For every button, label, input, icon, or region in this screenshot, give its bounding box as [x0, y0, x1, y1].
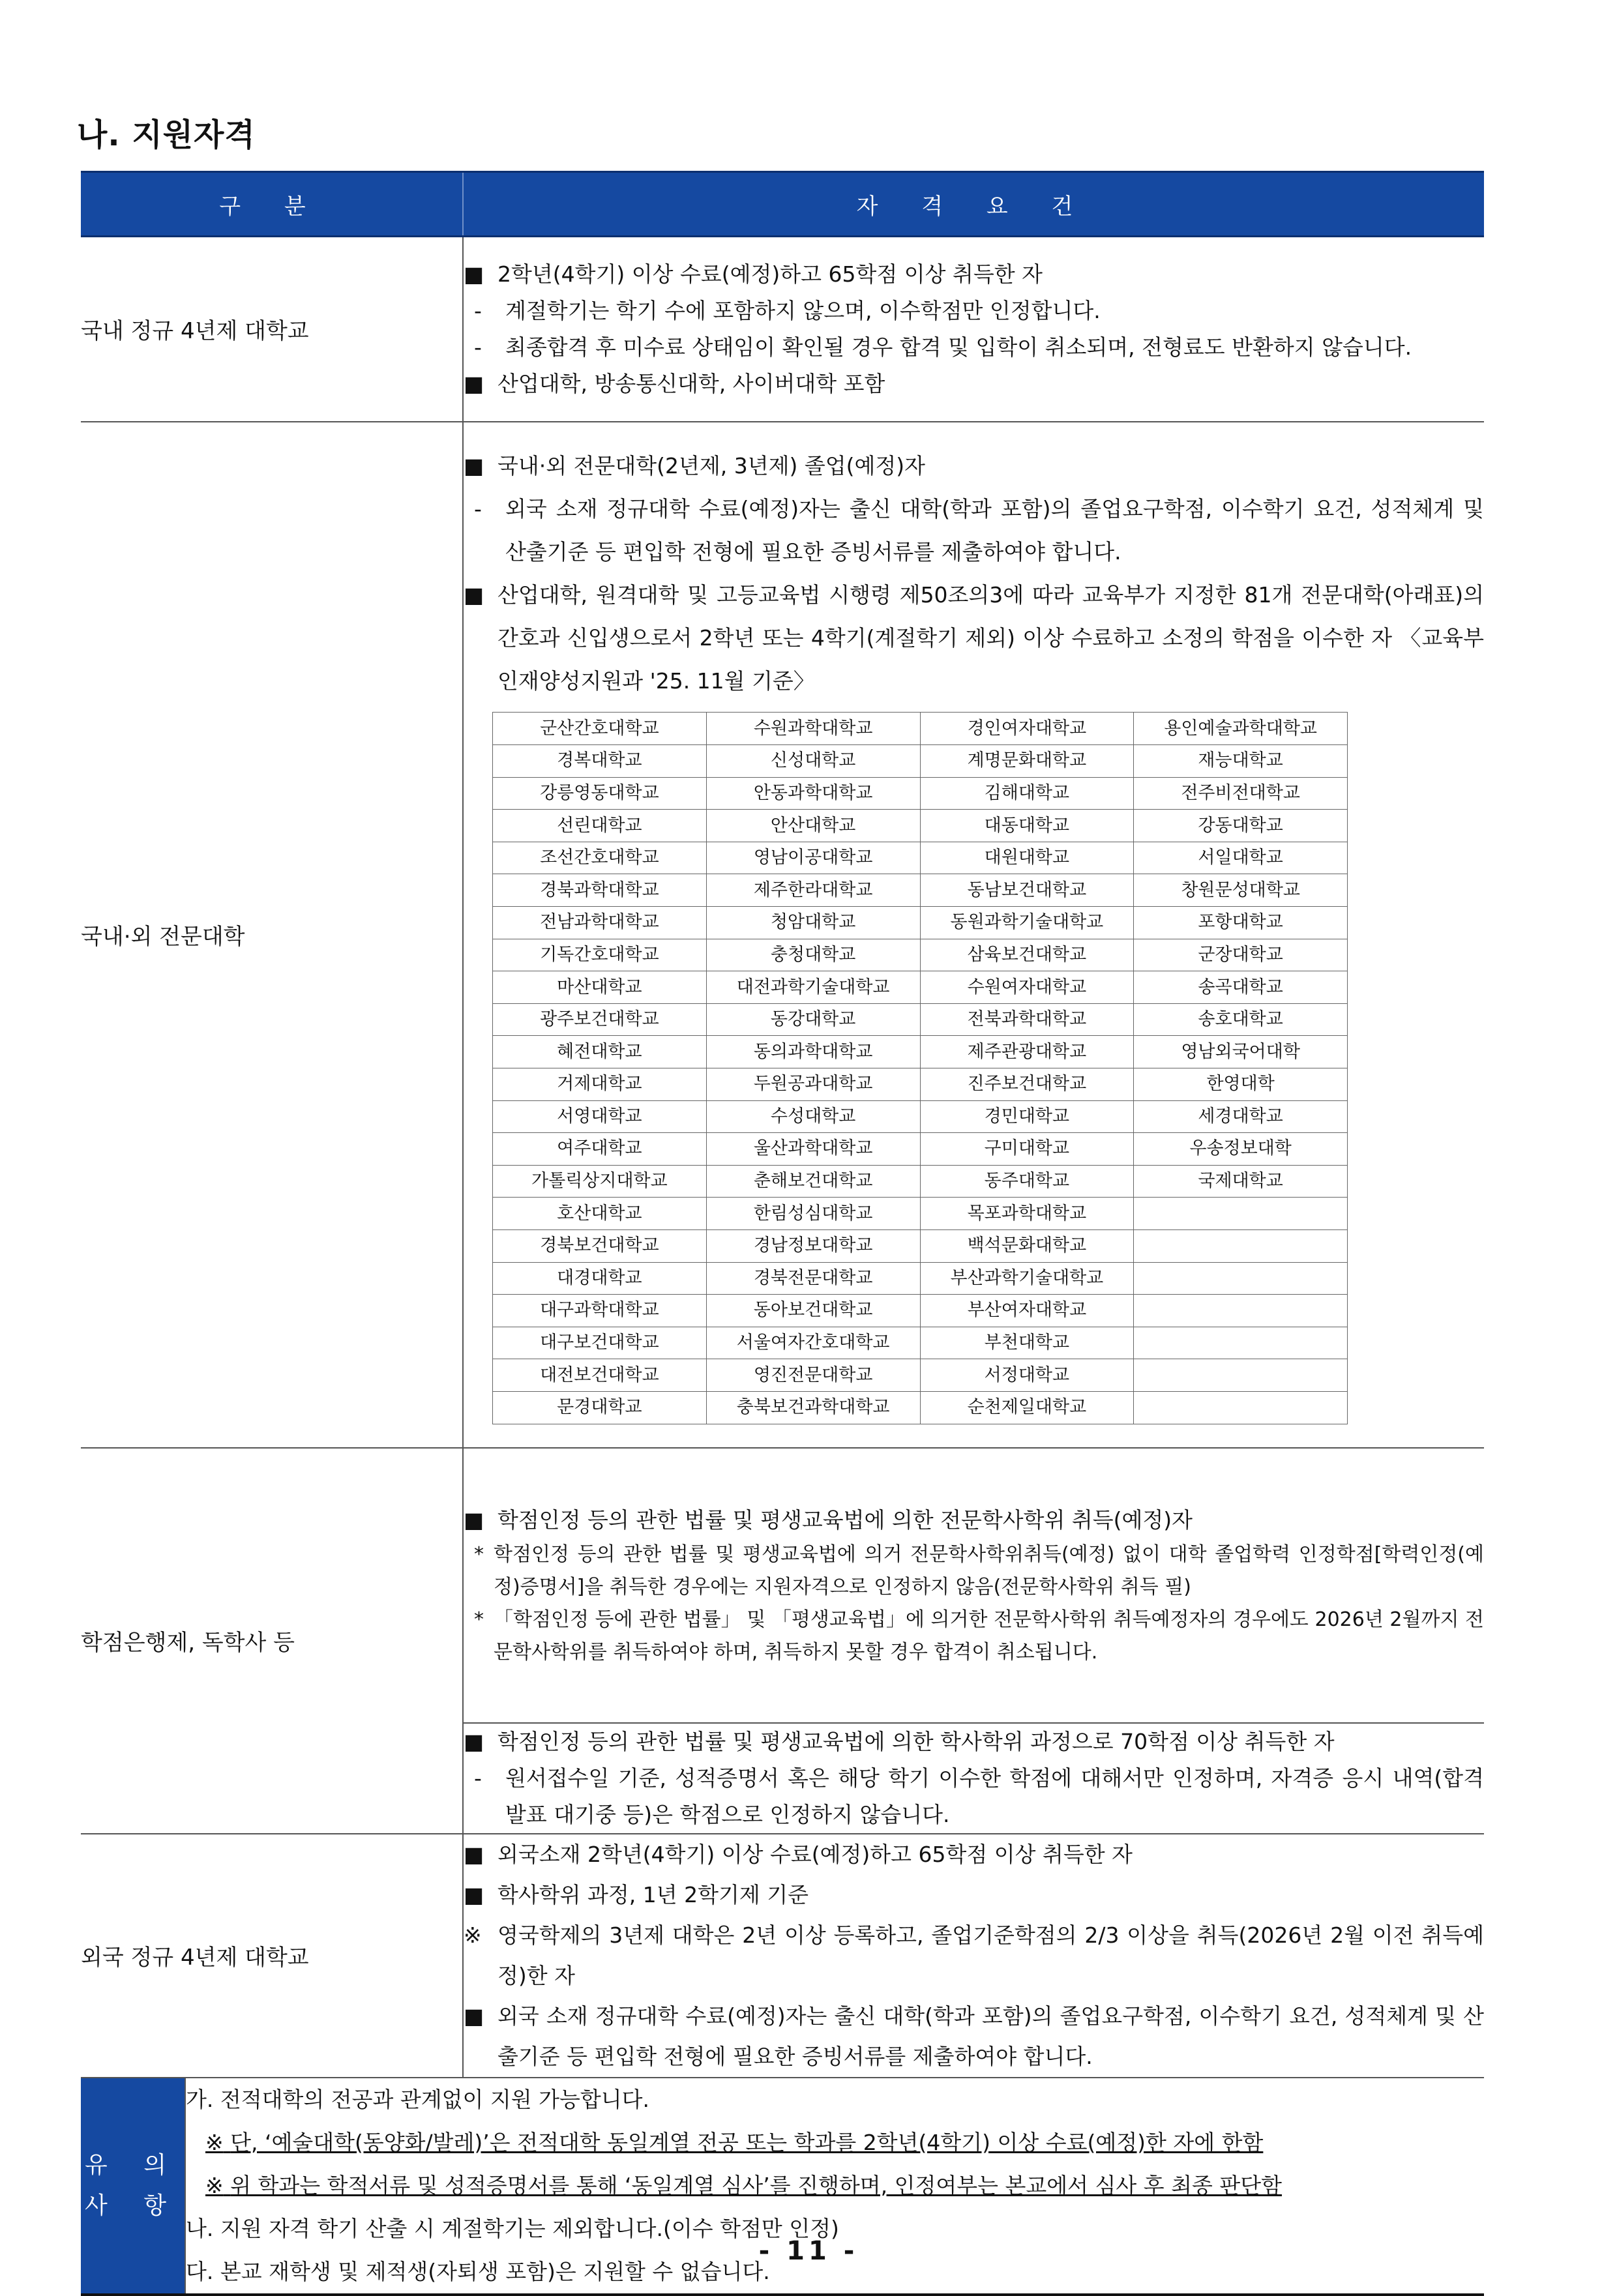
school-cell: 한영대학	[1134, 1068, 1348, 1101]
school-cell: 전북과학대학교	[920, 1003, 1134, 1036]
school-cell: 광주보건대학교	[493, 1003, 707, 1036]
school-row	[493, 1262, 1348, 1295]
table-row	[81, 1834, 1484, 2078]
sub-item: - 계절학기는 학기 수에 포함하지 않으며, 이수학점만 인정합니다.	[474, 297, 1101, 323]
school-row	[493, 842, 1348, 874]
table-row	[81, 422, 1484, 1448]
school-row	[493, 777, 1348, 810]
bullet-item: ■ 산업대학, 원격대학 및 고등교육법 시행령 제50조의3에 따라 교육부가 지정한 81개 전문대학(아래표)의 간호과 신입생으로서 2학년 또는 4학기(계절학기 제외) 이상 수료하고 소정의 학점을 이수한 자 〈교육부 인재양성지원과 '25. 11월 기준〉	[464, 582, 1484, 694]
school-cell: 청암대학교	[706, 907, 920, 939]
school-cell	[1134, 1229, 1348, 1262]
row-content-credit-bank-1	[463, 1448, 1484, 1723]
school-cell: 국제대학교	[1134, 1165, 1348, 1198]
row-label-foreign: 외국 정규 4년제 대학교	[81, 1834, 463, 2078]
school-row	[493, 1229, 1348, 1262]
school-cell: 대경대학교	[493, 1262, 707, 1295]
school-cell: 강릉영동대학교	[493, 777, 707, 810]
school-row	[493, 1198, 1348, 1230]
table-row	[81, 237, 1484, 422]
header-requirements: 자 격 요 건	[463, 172, 1484, 237]
school-cell: 신성대학교	[706, 745, 920, 778]
school-row	[493, 971, 1348, 1004]
school-cell: 전남과학대학교	[493, 907, 707, 939]
sub-item: - 외국 소재 정규대학 수료(예정)자는 출신 대학(학과 포함)의 졸업요구학점, 이수학기 요건, 성적체계 및 산출기준 등 편입학 전형에 필요한 증빙서류를 제출하여야 합니다.	[474, 496, 1484, 565]
school-row	[493, 874, 1348, 907]
school-cell: 제주한라대학교	[706, 874, 920, 907]
bullet-item: ■ 산업대학, 방송통신대학, 사이버대학 포함	[464, 370, 885, 396]
school-row	[493, 907, 1348, 939]
school-cell: 제주관광대학교	[920, 1036, 1134, 1068]
row-content-foreign	[463, 1834, 1484, 2078]
school-row	[493, 1100, 1348, 1133]
school-cell: 서정대학교	[920, 1359, 1134, 1392]
row-content-college	[463, 422, 1484, 1448]
school-cell: 대구과학대학교	[493, 1295, 707, 1327]
school-cell: 용인예술과학대학교	[1134, 713, 1348, 745]
school-cell: 송호대학교	[1134, 1003, 1348, 1036]
bullet-item: ■ 외국 소재 정규대학 수료(예정)자는 출신 대학(학과 포함)의 졸업요구학점, 이수학기 요건, 성적체계 및 산출기준 등 편입학 전형에 필요한 증빙서류를 제출하여야 합니다.	[464, 2003, 1484, 2069]
school-cell: 군산간호대학교	[493, 713, 707, 745]
school-cell: 충북보건과학대학교	[706, 1391, 920, 1424]
school-cell: 서일대학교	[1134, 842, 1348, 874]
school-cell: 동의과학대학교	[706, 1036, 920, 1068]
school-cell: 기독간호대학교	[493, 939, 707, 971]
notice-item-ga-2: ※ 위 학과는 학적서류 및 성적증명서를 통해 ‘동일계열 심사’를 진행하며, 인정여부는 본교에서 심사 후 최종 판단함	[205, 2172, 1282, 2198]
school-cell: 대원대학교	[920, 842, 1134, 874]
row-label-domestic: 국내 정규 4년제 대학교	[81, 237, 463, 422]
school-cell: 가톨릭상지대학교	[493, 1165, 707, 1198]
school-cell: 군장대학교	[1134, 939, 1348, 971]
school-cell: 경인여자대학교	[920, 713, 1134, 745]
school-row	[493, 1165, 1348, 1198]
school-cell: 여주대학교	[493, 1133, 707, 1166]
school-cell: 동남보건대학교	[920, 874, 1134, 907]
school-cell	[1134, 1359, 1348, 1392]
bullet-item: ■ 학점인정 등의 관한 법률 및 평생교육법에 의한 학사학위 과정으로 70학점 이상 취득한 자	[464, 1728, 1335, 1754]
eligibility-table	[81, 171, 1484, 2296]
note-item: * 학점인정 등의 관한 법률 및 평생교육법에 의거 전문학사학위취득(예정) 없이 대학 졸업학력 인정학점[학력인정(예정)증명서]을 취득한 경우에는 지원자격으로 인정하지 않음(전문학사학위 취득 필)	[474, 1542, 1484, 1598]
school-cell	[1134, 1262, 1348, 1295]
school-cell: 선린대학교	[493, 810, 707, 842]
bullet-item: ■ 학사학위 과정, 1년 2학기제 기준	[464, 1881, 808, 1907]
bullet-item: ■ 외국소재 2학년(4학기) 이상 수료(예정)하고 65학점 이상 취득한 자	[464, 1841, 1133, 1867]
school-cell: 부산과학기술대학교	[920, 1262, 1134, 1295]
school-cell: 목포과학대학교	[920, 1198, 1134, 1230]
school-row	[493, 1359, 1348, 1392]
school-cell: 대전과학기술대학교	[706, 971, 920, 1004]
school-row	[493, 713, 1348, 745]
school-cell: 진주보건대학교	[920, 1068, 1134, 1101]
school-cell: 조선간호대학교	[493, 842, 707, 874]
school-row	[493, 1391, 1348, 1424]
page-number: - 11 -	[758, 2236, 859, 2266]
school-row	[493, 745, 1348, 778]
notice-item-ga-1: ※ 단, ‘예술대학(동양화/발레)’은 전적대학 동일계열 전공 또는 학과를 2학년(4학기) 이상 수료(예정)한 자에 한함	[205, 2129, 1264, 2155]
school-cell: 영남외국어대학	[1134, 1036, 1348, 1068]
school-cell: 대동대학교	[920, 810, 1134, 842]
school-cell: 서울여자간호대학교	[706, 1327, 920, 1359]
school-cell: 부산여자대학교	[920, 1295, 1134, 1327]
header-category: 구 분	[81, 172, 463, 237]
school-cell: 경북전문대학교	[706, 1262, 920, 1295]
school-cell: 김해대학교	[920, 777, 1134, 810]
sub-item: - 최종합격 후 미수료 상태임이 확인될 경우 합격 및 입학이 취소되며, 전형료도 반환하지 않습니다.	[474, 334, 1412, 360]
note-item: * 「학점인정 등에 관한 법률」 및 「평생교육법」에 의거한 전문학사학위 취득예정자의 경우에도 2026년 2월까지 전문학사학위를 취득하여야 하며, 취득하지 못할 경우 합격이 취소됩니다.	[474, 1608, 1484, 1664]
school-cell: 안동과학대학교	[706, 777, 920, 810]
school-cell: 춘해보건대학교	[706, 1165, 920, 1198]
school-cell: 호산대학교	[493, 1198, 707, 1230]
school-cell: 동원과학기술대학교	[920, 907, 1134, 939]
school-cell: 삼육보건대학교	[920, 939, 1134, 971]
school-row	[493, 1295, 1348, 1327]
school-cell: 동주대학교	[920, 1165, 1134, 1198]
school-cell: 경복대학교	[493, 745, 707, 778]
table-row	[81, 1448, 1484, 1723]
notice-item-ga: 가. 전적대학의 전공과 관계없이 지원 가능합니다.	[186, 2086, 649, 2112]
school-cell: 세경대학교	[1134, 1100, 1348, 1133]
school-cell: 경민대학교	[920, 1100, 1134, 1133]
school-cell: 계명문화대학교	[920, 745, 1134, 778]
school-cell: 재능대학교	[1134, 745, 1348, 778]
row-content-domestic	[463, 237, 1484, 422]
bullet-item: ■ 학점인정 등의 관한 법률 및 평생교육법에 의한 전문학사학위 취득(예정)자	[464, 1507, 1193, 1533]
school-cell: 우송정보대학	[1134, 1133, 1348, 1166]
school-cell: 마산대학교	[493, 971, 707, 1004]
school-cell: 경북보건대학교	[493, 1229, 707, 1262]
school-cell: 울산과학대학교	[706, 1133, 920, 1166]
school-cell: 혜전대학교	[493, 1036, 707, 1068]
notice-label: 유 의 사 항	[81, 2078, 185, 2293]
school-cell: 영남이공대학교	[706, 842, 920, 874]
school-row	[493, 1327, 1348, 1359]
school-cell: 대전보건대학교	[493, 1359, 707, 1392]
school-cell: 강동대학교	[1134, 810, 1348, 842]
school-cell: 수원과학대학교	[706, 713, 920, 745]
notice-item-na: 나. 지원 자격 학기 산출 시 계절학기는 제외합니다.(이수 학점만 인정)	[186, 2215, 839, 2241]
row-content-credit-bank-2	[463, 1723, 1484, 1834]
school-cell: 충청대학교	[706, 939, 920, 971]
school-cell: 송곡대학교	[1134, 971, 1348, 1004]
school-cell: 수성대학교	[706, 1100, 920, 1133]
school-row	[493, 939, 1348, 971]
nursing-college-list	[492, 712, 1348, 1424]
school-cell: 부천대학교	[920, 1327, 1134, 1359]
school-cell: 영진전문대학교	[706, 1359, 920, 1392]
table-header	[81, 172, 1484, 237]
school-cell	[1134, 1295, 1348, 1327]
school-cell	[1134, 1391, 1348, 1424]
school-cell: 문경대학교	[493, 1391, 707, 1424]
school-cell: 거제대학교	[493, 1068, 707, 1101]
school-row	[493, 1003, 1348, 1036]
school-cell	[1134, 1327, 1348, 1359]
school-cell: 동강대학교	[706, 1003, 920, 1036]
school-row	[493, 1068, 1348, 1101]
school-cell: 안산대학교	[706, 810, 920, 842]
school-cell: 경북과학대학교	[493, 874, 707, 907]
row-label-college: 국내·외 전문대학	[81, 422, 463, 1448]
school-cell: 포항대학교	[1134, 907, 1348, 939]
bullet-item: ■ 국내·외 전문대학(2년제, 3년제) 졸업(예정)자	[464, 453, 925, 479]
reference-item: ※ 영국학제의 3년제 대학은 2년 이상 등록하고, 졸업기준학점의 2/3 이상을 취득(2026년 2월 이전 취득예정)한 자	[464, 1922, 1484, 1988]
school-cell: 구미대학교	[920, 1133, 1134, 1166]
sub-item: - 원서접수일 기준, 성적증명서 혹은 해당 학기 이수한 학점에 대해서만 인정하며, 자격증 응시 내역(합격 발표 대기중 등)은 학점으로 인정하지 않습니다.	[474, 1765, 1484, 1827]
school-cell: 전주비전대학교	[1134, 777, 1348, 810]
school-cell: 동아보건대학교	[706, 1295, 920, 1327]
school-cell: 대구보건대학교	[493, 1327, 707, 1359]
school-row	[493, 810, 1348, 842]
notice-item-da: 다. 본교 재학생 및 제적생(자퇴생 포함)은 지원할 수 없습니다.	[186, 2258, 770, 2284]
school-cell: 순천제일대학교	[920, 1391, 1134, 1424]
school-cell: 수원여자대학교	[920, 971, 1134, 1004]
school-cell: 경남정보대학교	[706, 1229, 920, 1262]
school-cell: 두원공과대학교	[706, 1068, 920, 1101]
school-cell: 한림성심대학교	[706, 1198, 920, 1230]
row-label-credit-bank: 학점은행제, 독학사 등	[81, 1448, 463, 1834]
bullet-item: ■ 2학년(4학기) 이상 수료(예정)하고 65학점 이상 취득한 자	[464, 261, 1043, 287]
school-row	[493, 1133, 1348, 1166]
school-cell: 서영대학교	[493, 1100, 707, 1133]
school-row	[493, 1036, 1348, 1068]
section-title: 나. 지원자격	[77, 117, 256, 153]
school-cell: 창원문성대학교	[1134, 874, 1348, 907]
school-cell: 백석문화대학교	[920, 1229, 1134, 1262]
school-cell	[1134, 1198, 1348, 1230]
